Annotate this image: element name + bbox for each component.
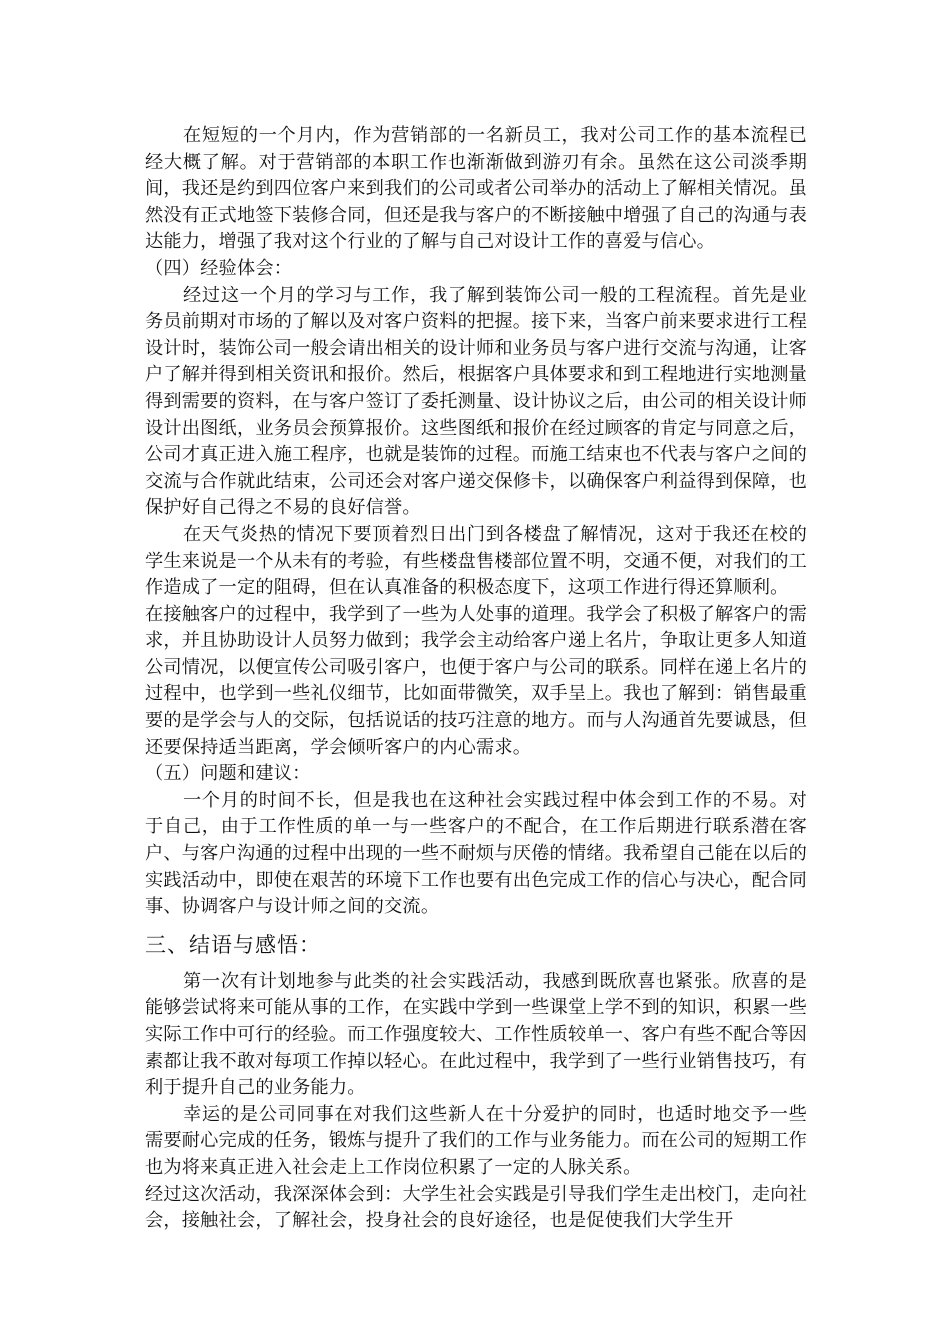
paragraph-final-reflection: 经过这次活动，我深深体会到：大学生社会实践是引导我们学生走出校门，走向社会，接触社会，了解社会，投身社会的良好途径，也是促使我们大学生开 [145, 1183, 807, 1232]
paragraph-colleagues: 幸运的是公司同事在对我们这些新人在十分爱护的同时，也适时地交予一些需要耐心完成的任务，锻炼与提升了我们的工作与业务能力。而在公司的短期工作也为将来真正进入社会走上工作岗位积累了一定的人脉关系。 [145, 1103, 807, 1178]
section-heading-conclusion: 三、结语与感悟： [145, 932, 321, 957]
paragraph-hot-weather: 在天气炎热的情况下要顶着烈日出门到各楼盘了解情况，这对于我还在校的学生来说是一个从未有的考验，有些楼盘售楼部位置不明，交通不便，对我们的工作造成了一定的阻碍，但在认真准备的积极态度下，这项工作进行得还算顺利。 [145, 523, 807, 599]
paragraph-one-month: 一个月的时间不长，但是我也在这种社会实践过程中体会到工作的不易。对于自己，由于工作性质的单一与一些客户的不配合，在工作后期进行联系潜在客户、与客户沟通的过程中出现的一些不耐烦与厌倦的情绪。我希望自己能在以后的实践活动中，即使在艰苦的环境下工作也要有出色完成工作的信心与决心，配合同事、协调客户与设计师之间的交流。 [145, 789, 807, 918]
paragraph-engineering-process: 经过这一个月的学习与工作，我了解到装饰公司一般的工程流程。首先是业务员前期对市场的了解以及对客户资料的把握。接下来，当客户前来要求进行工程设计时，装饰公司一般会请出相关的设计师和业务员与客户进行交流与沟通，让客户了解并得到相关资讯和报价。然后，根据客户具体要求和到工程地进行实地测量得到需要的资料，在与客户签订了委托测量、设计协议之后，由公司的相关设计师设计出图纸，业务员会预算报价。这些图纸和报价在经过顾客的肯定与同意之后，公司才真正进入施工程序，也就是装饰的过程。而施工结束也不代表与客户之间的交流与合作就此结束，公司还会对客户递交保修卡，以确保客户利益得到保障，也保护好自己得之不易的良好信誉。 [145, 284, 807, 519]
paragraph-first-practice: 第一次有计划地参与此类的社会实践活动，我感到既欣喜也紧张。欣喜的是能够尝试将来可能从事的工作，在实践中学到一些课堂上学不到的知识，积累一些实际工作中可行的经验。而工作强度较大、工作性质较单一、客户有些不配合等因素都让我不敢对每项工作掉以轻心。在此过程中，我学到了一些行业销售技巧，有利于提升自己的业务能力。 [145, 970, 807, 1099]
subheading-experience: （四）经验体会： [145, 257, 293, 279]
paragraph-customer-contact: 在接触客户的过程中，我学到了一些为人处事的道理。我学会了积极了解客户的需求，并且协助设计人员努力做到；我学会主动给客户递上名片，争取让更多人知道公司情况，以便宣传公司吸引客户，也便于客户与公司的联系。同样在递上名片的过程中，也学到一些礼仪细节，比如面带微笑，双手呈上。我也了解到：销售最重要的是学会与人的交际，包括说话的技巧注意的地方。而与人沟通首先要诚恳，但还要保持适当距离，学会倾听客户的内心需求。 [145, 603, 807, 758]
document-page [145, 123, 807, 1235]
paragraph-work-summary: 在短短的一个月内，作为营销部的一名新员工，我对公司工作的基本流程已经大概了解。对于营销部的本职工作也渐渐做到游刃有余。虽然在这公司淡季期间，我还是约到四位客户来到我们的公司或者公司举办的活动上了解相关情况。虽然没有正式地签下装修合同，但还是我与客户的不断接触中增强了自己的沟通与表达能力，增强了我对这个行业的了解与自己对设计工作的喜爱与信心。 [145, 125, 807, 253]
subheading-problems-suggestions: （五）问题和建议： [145, 763, 311, 785]
